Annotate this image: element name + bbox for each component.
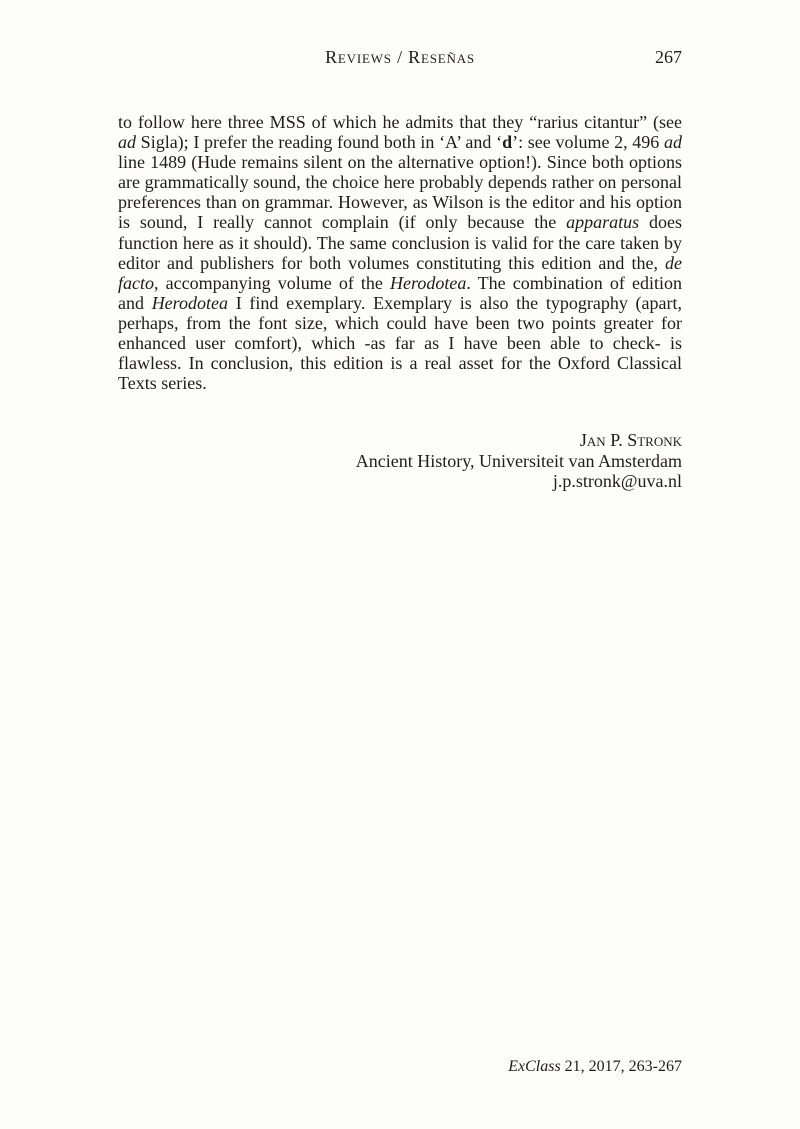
reviewer-name: Jan P. Stronk [579,430,682,450]
page-footer [508,1058,682,1076]
review-paragraph: to follow here three MSS of which he admits that they “rarius citantur” (see ad Sigla); I prefer the reading found both in ‘A’ and ‘d’: see volume 2, 496 ad line 1489 (Hude remains silent on the alternative option!). Since both options are grammatically sound, the choice here probably depends rather on personal preferences than on grammar. However, as Wilson is the editor and his option is sound, I really cannot complain (if only because the apparatus does function here as it should). The same conclusion is valid for the care taken by editor and publishers for both volumes constituting this edition and the, de facto, accompanying volume of the Herodotea. The combination of edition and Herodotea I find exemplary. Exemplary is also the typography (apart, perhaps, from the font size, which could have been two points greater for enhanced user comfort), which -as far as I have been able to check- is flawless. In conclusion, this edition is a real asset for the Oxford Classical Texts series. [118,112,682,394]
review-body [118,112,682,393]
page-header [118,47,682,69]
reviewer-affiliation: Ancient History, Universiteit van Amsterdam [355,450,682,471]
page-number: 267 [655,47,682,67]
reviewer-email: j.p.stronk@uva.nl [552,471,682,491]
running-head-title: Reviews / Reseñas [325,47,475,67]
journal-citation: ExClass 21, 2017, 263-267 [508,1058,682,1075]
signature-block [356,430,682,492]
